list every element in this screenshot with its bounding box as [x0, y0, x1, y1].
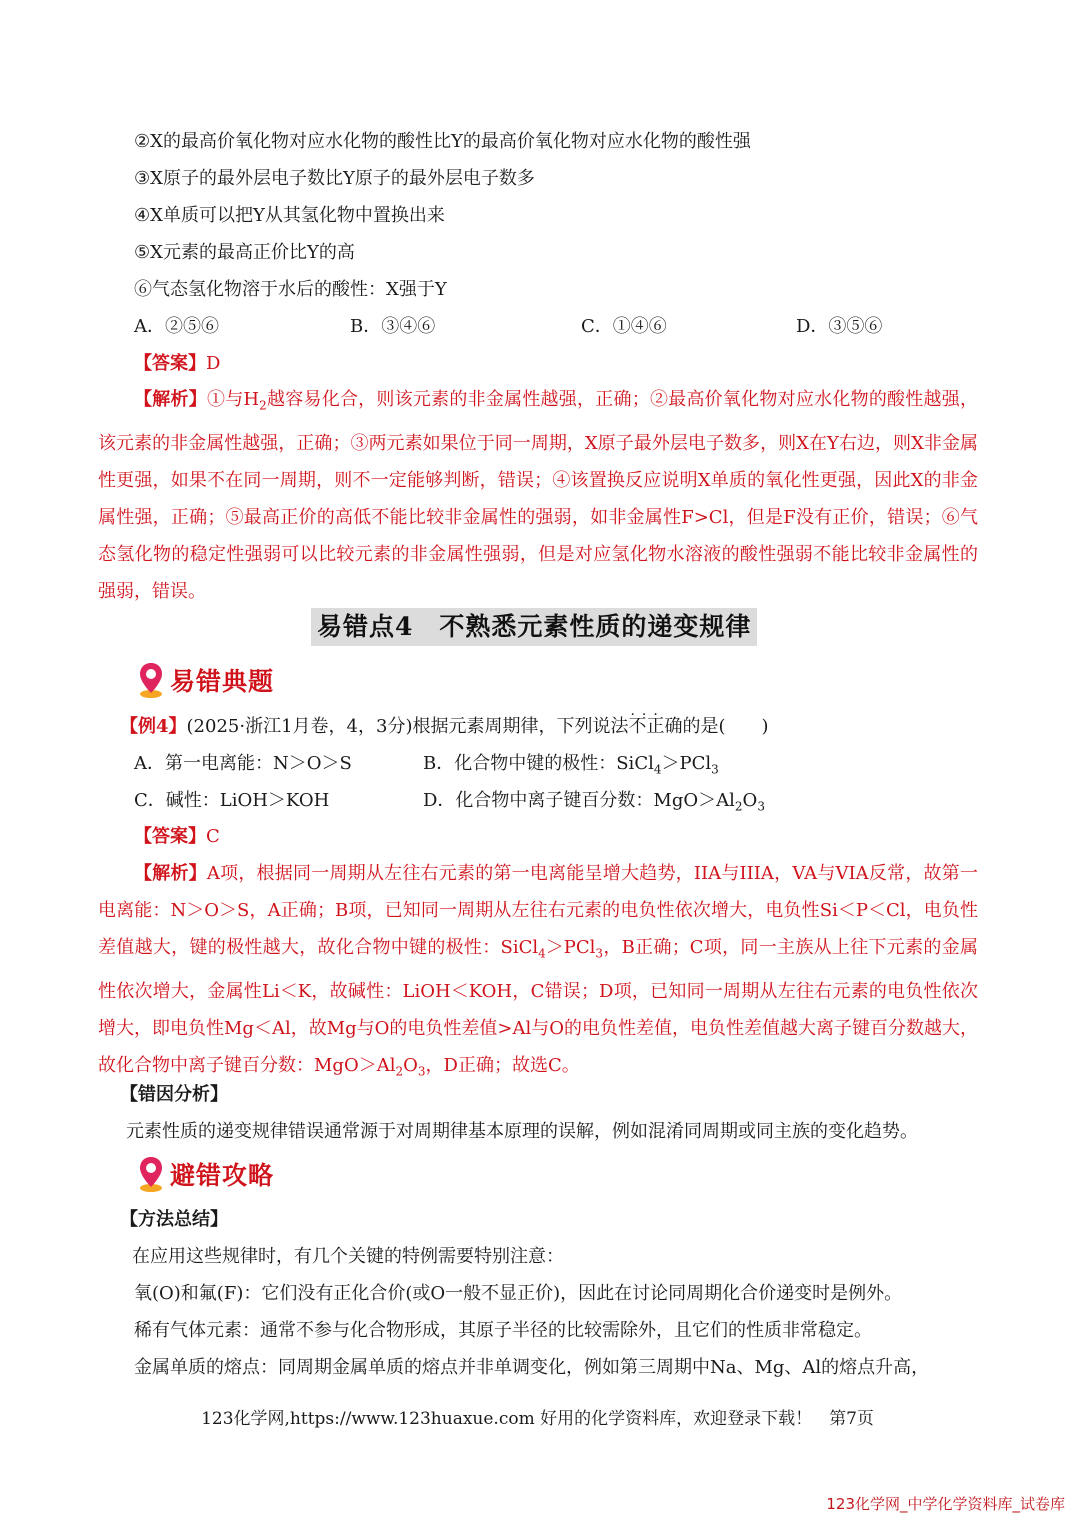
emphasized-text: 不正确 · · · — [628, 714, 682, 740]
statement-2: ②X的最高价氧化物对应水化物的酸性比Y的最高价氧化物对应水化物的酸性强 — [134, 131, 751, 152]
method-tag: 【方法总结】 — [120, 1209, 228, 1230]
statement-5: ⑤X元素的最高正价比Y的高 — [134, 242, 355, 263]
corner-watermark: 123化学网_中学化学资料库_试卷库 — [826, 1495, 1065, 1513]
statement-4: ④X单质可以把Y从其氢化物中置换出来 — [134, 205, 445, 226]
section-title: 易错点4 不熟悉元素性质的递变规律 — [311, 608, 757, 646]
example-text: (2025·浙江1月卷，4，3分)根据元素周期律，下列说法 — [186, 716, 629, 737]
analysis-tag: 【解析】 — [134, 389, 207, 410]
example-tag: 【例4】 — [120, 716, 187, 737]
heading-typical-text: 易错典题 — [170, 667, 275, 696]
option-b: B．③④⑥ — [350, 316, 436, 337]
answer-tag: 【答案】 — [134, 826, 206, 847]
heading-typical-errors — [138, 660, 274, 700]
analysis-text: 越容易化合，则该元素的非金属性越强，正确；②最高价氧化物对应水化物的酸性越强，该元素的非金属性越强，正确；③两元素如果位于同一周期，X原子最外层电子数多，则X在Y右边，则X非金属性更强，如果不在同一周期，则不一定能够判断，错误；④该置换反应说明X单质的氧化性更强，因此X的非金属性强，正确；⑤最高正价的高低不能比较非金属性的强弱，如非金属性F>Cl，但是F没有正价，错误；⑥气态氢化物的稳定性强弱可以比较元素的非金属性强弱，但是对应氢化物水溶液的酸性强弱不能比较非金属性的强弱，错误。 — [98, 389, 978, 602]
location-pin-icon — [138, 661, 166, 699]
method-line-2: 氧(O)和氟(F)：它们没有正化合价(或O一般不显正价)，因此在讨论同周期化合价递变时是例外。 — [134, 1283, 903, 1304]
option-a: A．②⑤⑥ — [134, 316, 219, 337]
heading-avoid-text: 避错攻略 — [170, 1161, 275, 1190]
answer-line-1 — [134, 351, 220, 377]
example-line — [120, 714, 769, 740]
analysis-paragraph-2: 【解析】A项，根据同一周期从左往右元素的第一电离能呈增大趋势，IIA与IIIA，VA与VIA反常，故第一电离能：N＞O＞S，A正确；B项，已知同一周期从左往右元素的电负性依次增大，电负性Si＜P＜Cl，电负性差值越大，键的极性越大，故化合物中键的极性：SiCl$_4$＞PCl$_3$，B正确；C项，同一主族从上往下元素的金属性依次增大，金属性Li＜K，故碱性：LiOH＜KOH，C错误；D项，已知同一周期从左往右元素的电负性依次增大，即电负性Mg＜Al，故Mg与O的电负性差值>Al与O的电负性差值，电负性差值越大离子键百分数越大，故化合物中离子键百分数：$MgO>Al_2O_3$，D正确；故选C。 — [98, 863, 979, 1079]
ex-option-b: B．化合物中键的极性：SiCl$_4$＞PCl$_3$ — [423, 753, 719, 777]
subscript: 2 — [259, 398, 267, 413]
statement-3: ③X原子的最外层电子数比Y原子的最外层电子数多 — [134, 168, 535, 189]
analysis-text: ①与H — [206, 389, 260, 410]
method-line-4: 金属单质的熔点：同周期金属单质的熔点并非单调变化，例如第三周期中Na、Mg、Al的熔点升高， — [134, 1357, 930, 1378]
ex-option-d: D．化合物中离子键百分数：$MgO>Al_2O_3$ — [423, 790, 765, 814]
page-footer: 123化学网,https://www.123huaxue.com 好用的化学资料库，欢迎登录下载！ 第7页 — [201, 1409, 874, 1429]
option-d: D．③⑤⑥ — [796, 316, 883, 337]
ex-option-c: C．碱性：LiOH＞KOH — [134, 790, 330, 811]
cause-text: 元素性质的递变规律错误通常源于对周期律基本原理的误解，例如混淆同周期或同主族的变化趋势。 — [126, 1121, 918, 1142]
analysis-tag: 【解析】 — [134, 863, 207, 884]
method-line-1: 在应用这些规律时，有几个关键的特例需要特别注意： — [132, 1246, 564, 1267]
heading-avoid-errors — [138, 1154, 274, 1194]
example-text-end: 的是( ) — [682, 716, 769, 737]
option-c: C．①④⑥ — [581, 316, 667, 337]
answer-line-2 — [134, 824, 220, 850]
answer-tag: 【答案】 — [134, 353, 206, 374]
cause-tag: 【错因分析】 — [120, 1084, 228, 1105]
ex-option-a: A．第一电离能：N＞O＞S — [134, 753, 352, 774]
location-pin-icon — [138, 1155, 166, 1193]
method-line-3: 稀有气体元素：通常不参与化合物形成，其原子半径的比较需除外，且它们的性质非常稳定。 — [134, 1320, 872, 1341]
answer-value: C — [206, 826, 220, 847]
answer-value: D — [206, 353, 221, 374]
statement-6: ⑥气态氢化物溶于水后的酸性：X强于Y — [134, 279, 447, 300]
analysis-paragraph-1 — [98, 381, 978, 610]
